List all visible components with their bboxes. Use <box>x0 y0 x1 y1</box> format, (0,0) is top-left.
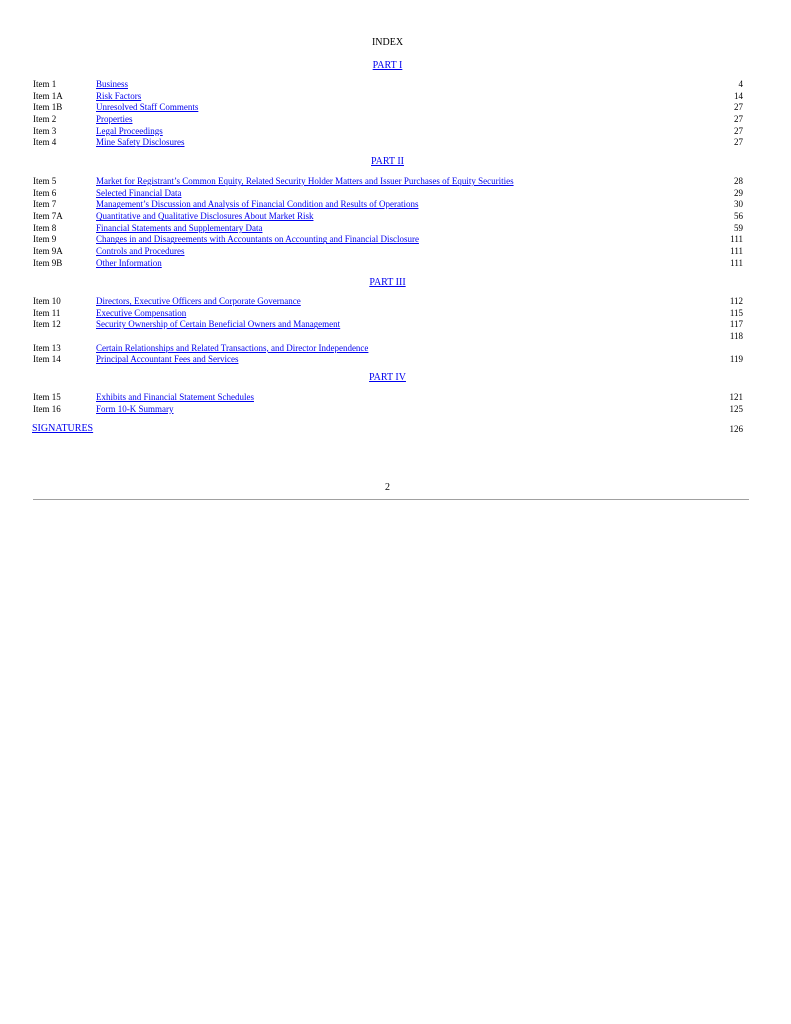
page-ref: 27 <box>734 137 743 148</box>
page-ref: 111 <box>730 257 743 268</box>
toc-row-item-5 <box>33 176 743 188</box>
page-ref: 115 <box>729 307 743 318</box>
toc-link-business[interactable]: Business <box>96 79 129 89</box>
page-ref: 121 <box>729 392 743 402</box>
item-number: Item 3 <box>33 125 57 136</box>
item-number: Item 14 <box>33 354 61 365</box>
toc-link-exhibits-schedules[interactable]: Exhibits and Financial Statement Schedules <box>96 392 254 402</box>
item-number: Item 6 <box>33 187 57 198</box>
item-number: Item 15 <box>33 392 61 402</box>
page-divider <box>33 499 749 500</box>
toc-row-item-16 <box>33 404 743 416</box>
toc-row-item-8 <box>33 223 743 235</box>
toc-link-other-information[interactable]: Other Information <box>96 257 162 268</box>
page-ref: 27 <box>734 125 743 136</box>
index-title: INDEX <box>371 37 404 48</box>
part-iii-heading <box>0 277 775 288</box>
toc-row-item-4 <box>33 137 743 149</box>
toc-row-signatures <box>32 423 743 435</box>
part-iv-heading <box>0 372 775 383</box>
toc-link-form-10k-summary[interactable]: Form 10-K Summary <box>96 403 174 414</box>
toc-row-item-1b <box>33 102 743 114</box>
item-number: Item 1A <box>33 90 63 101</box>
toc-link-relationships-director-independence[interactable]: Certain Relationships and Related Transactions, and Director Independence <box>96 342 369 353</box>
page-ref: 111 <box>730 246 743 257</box>
part-iii-items <box>33 296 743 366</box>
toc-row-item-9a <box>33 246 743 258</box>
toc-row-item-14 <box>33 354 743 366</box>
toc-link-directors-officers-governance[interactable]: Directors, Executive Officers and Corporate Governance <box>96 296 301 306</box>
toc-link-signatures[interactable]: SIGNATURES <box>32 423 94 434</box>
toc-row-item-3 <box>33 126 743 138</box>
toc-row-item-9 <box>33 234 743 246</box>
toc-link-market-risk-disclosures[interactable]: Quantitative and Qualitative Disclosures About Market Risk <box>96 211 314 222</box>
toc-link-security-ownership[interactable]: Security Ownership of Certain Beneficial Owners and Management <box>96 319 341 330</box>
page-ref: 125 <box>729 403 743 414</box>
toc-row-item-6 <box>33 188 743 200</box>
part-ii-link[interactable]: PART II <box>370 156 405 167</box>
toc-link-properties[interactable]: Properties <box>96 114 133 125</box>
page-ref: 126 <box>729 424 743 434</box>
toc-link-market-for-registrants-common-equity[interactable]: Market for Registrant’s Common Equity, Related Security Holder Matters and Issuer Purchases of Equity Securities <box>96 176 514 186</box>
page-ref: 111 <box>730 234 743 245</box>
page-ref: 112 <box>729 296 743 306</box>
part-ii-items <box>33 176 743 270</box>
page-ref: 56 <box>734 211 743 222</box>
toc-link-legal-proceedings[interactable]: Legal Proceedings <box>96 125 163 136</box>
item-number: Item 10 <box>33 296 61 306</box>
toc-row-item-11 <box>33 308 743 320</box>
page-ref: 4 <box>738 79 743 89</box>
page-ref: 118 <box>729 331 743 342</box>
page-ref: 117 <box>729 319 743 330</box>
page-ref: 28 <box>734 176 743 186</box>
part-i-heading <box>0 60 775 71</box>
toc-link-mine-safety-disclosures[interactable]: Mine Safety Disclosures <box>96 137 185 148</box>
item-number: Item 9 <box>33 234 57 245</box>
page-ref: 29 <box>734 187 743 198</box>
page-ref: 27 <box>734 114 743 125</box>
toc-row-orphan-page <box>33 331 743 343</box>
item-number: Item 1 <box>33 79 57 89</box>
item-number: Item 5 <box>33 176 57 186</box>
toc-row-item-13 <box>33 343 743 355</box>
toc-link-financial-statements[interactable]: Financial Statements and Supplementary Data <box>96 222 263 233</box>
toc-row-item-7a <box>33 211 743 223</box>
part-iv-items <box>33 392 743 415</box>
page-number: 2 <box>385 482 390 493</box>
part-i-items <box>33 79 743 149</box>
toc-row-item-1 <box>33 79 743 91</box>
item-number: Item 7 <box>33 199 57 210</box>
toc-row-item-15 <box>33 392 743 404</box>
item-number: Item 1B <box>33 102 63 113</box>
item-number: Item 4 <box>33 137 57 148</box>
toc-link-risk-factors[interactable]: Risk Factors <box>96 90 142 101</box>
toc-link-changes-in-accountants[interactable]: Changes in and Disagreements with Accountants on Accounting and Financial Disclosure <box>96 234 419 245</box>
page-ref: 119 <box>729 354 743 365</box>
part-i-link[interactable]: PART I <box>372 60 403 71</box>
toc-link-unresolved-staff-comments[interactable]: Unresolved Staff Comments <box>96 102 199 113</box>
page-ref: 27 <box>734 102 743 113</box>
toc-row-item-9b <box>33 258 743 270</box>
toc-link-mdna[interactable]: Management’s Discussion and Analysis of Financial Condition and Results of Operations <box>96 199 419 210</box>
part-ii-heading <box>0 156 775 167</box>
toc-link-controls-and-procedures[interactable]: Controls and Procedures <box>96 246 185 257</box>
toc-row-item-7 <box>33 199 743 211</box>
item-number: Item 11 <box>33 307 61 318</box>
item-number: Item 16 <box>33 403 61 414</box>
item-number: Item 7A <box>33 211 63 222</box>
toc-row-item-2 <box>33 114 743 126</box>
item-number: Item 8 <box>33 222 57 233</box>
item-number: Item 9B <box>33 257 63 268</box>
item-number: Item 12 <box>33 319 61 330</box>
item-number: Item 2 <box>33 114 57 125</box>
toc-row-item-1a <box>33 91 743 103</box>
page-ref: 59 <box>734 222 743 233</box>
item-number: Item 13 <box>33 342 61 353</box>
toc-link-executive-compensation[interactable]: Executive Compensation <box>96 307 187 318</box>
page-ref: 14 <box>734 90 743 101</box>
toc-row-item-12 <box>33 319 743 331</box>
toc-row-item-10 <box>33 296 743 308</box>
item-number: Item 9A <box>33 246 63 257</box>
page-ref: 30 <box>734 199 743 210</box>
toc-link-selected-financial-data[interactable]: Selected Financial Data <box>96 187 182 198</box>
toc-link-principal-accountant-fees[interactable]: Principal Accountant Fees and Services <box>96 354 239 365</box>
part-iii-link[interactable]: PART III <box>369 277 406 288</box>
part-iv-link[interactable]: PART IV <box>369 372 406 383</box>
